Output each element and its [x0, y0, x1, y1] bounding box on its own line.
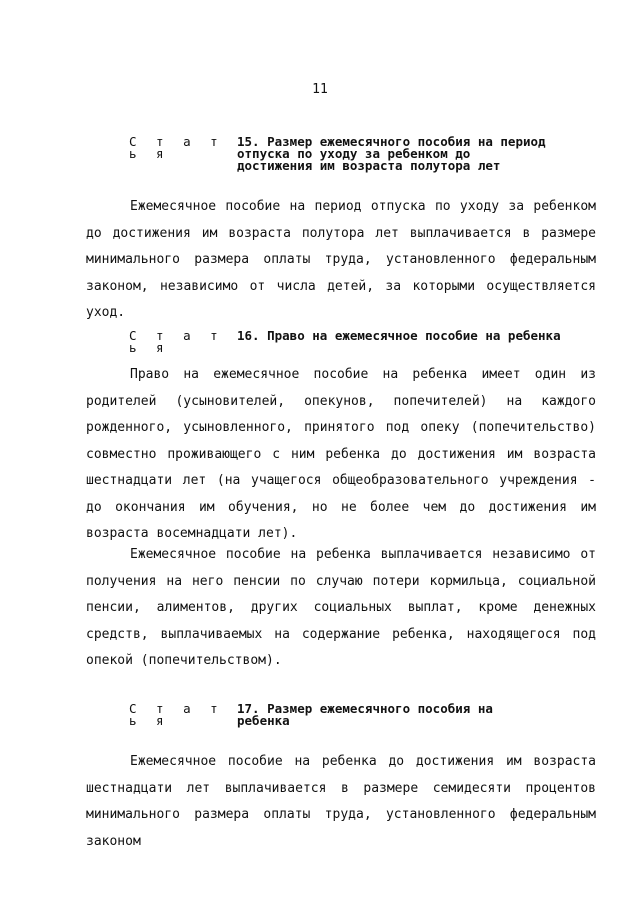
page-number: 11 — [312, 82, 328, 97]
article-16-title: 16. Право на ежемесячное пособие на ребенка — [237, 328, 561, 343]
article-label: С т а т ь я — [129, 701, 224, 728]
article-15-title: 15. Размер ежемесячного пособия на период отпуска по уходу за ребенком до достижения им возраста полутора лет — [237, 134, 546, 173]
article-label: С т а т ь я — [129, 328, 224, 355]
article-17-title: 17. Размер ежемесячного пособия на ребенка — [237, 701, 493, 728]
article-17-heading — [129, 703, 609, 727]
article-16-paragraph-1: Право на ежемесячное пособие на ребенка имеет один из родителей (усыновителей, опекунов, попечителей) на каждого рожденного, усыновленного, принятого под опеку (попечительство) совместно проживающего с ним ребенка до достижения им возраста шестнадцати лет (на учащегося общеобразовательного учреждения - до окончания им обучения, но не более чем до достижения им возраста восемнадцати лет). — [86, 367, 596, 541]
article-16-heading — [129, 330, 609, 354]
article-16-paragraph-2: Ежемесячное пособие на ребенка выплачивается независимо от получения на него пенсии по случаю потери кормильца, социальной пенсии, алиментов, других социальных выплат, кроме денежных средств, выплачиваемых на содержание ребенка, находящегося под опекой (попечительством). — [86, 547, 596, 668]
article-15-heading — [129, 136, 609, 172]
article-17-paragraph-1: Ежемесячное пособие на ребенка до достижения им возраста шестнадцати лет выплачивается в размере семидесяти процентов минимального размера оплаты труда, установленного федеральным законом — [86, 754, 596, 849]
article-15-paragraph-1: Ежемесячное пособие на период отпуска по уходу за ребенком до достижения им возраста полутора лет выплачивается в размере минимального размера оплаты труда, установленного федеральным законом, независимо от числа детей, за которыми осуществляется уход. — [86, 199, 596, 320]
article-label: С т а т ь я — [129, 134, 224, 161]
